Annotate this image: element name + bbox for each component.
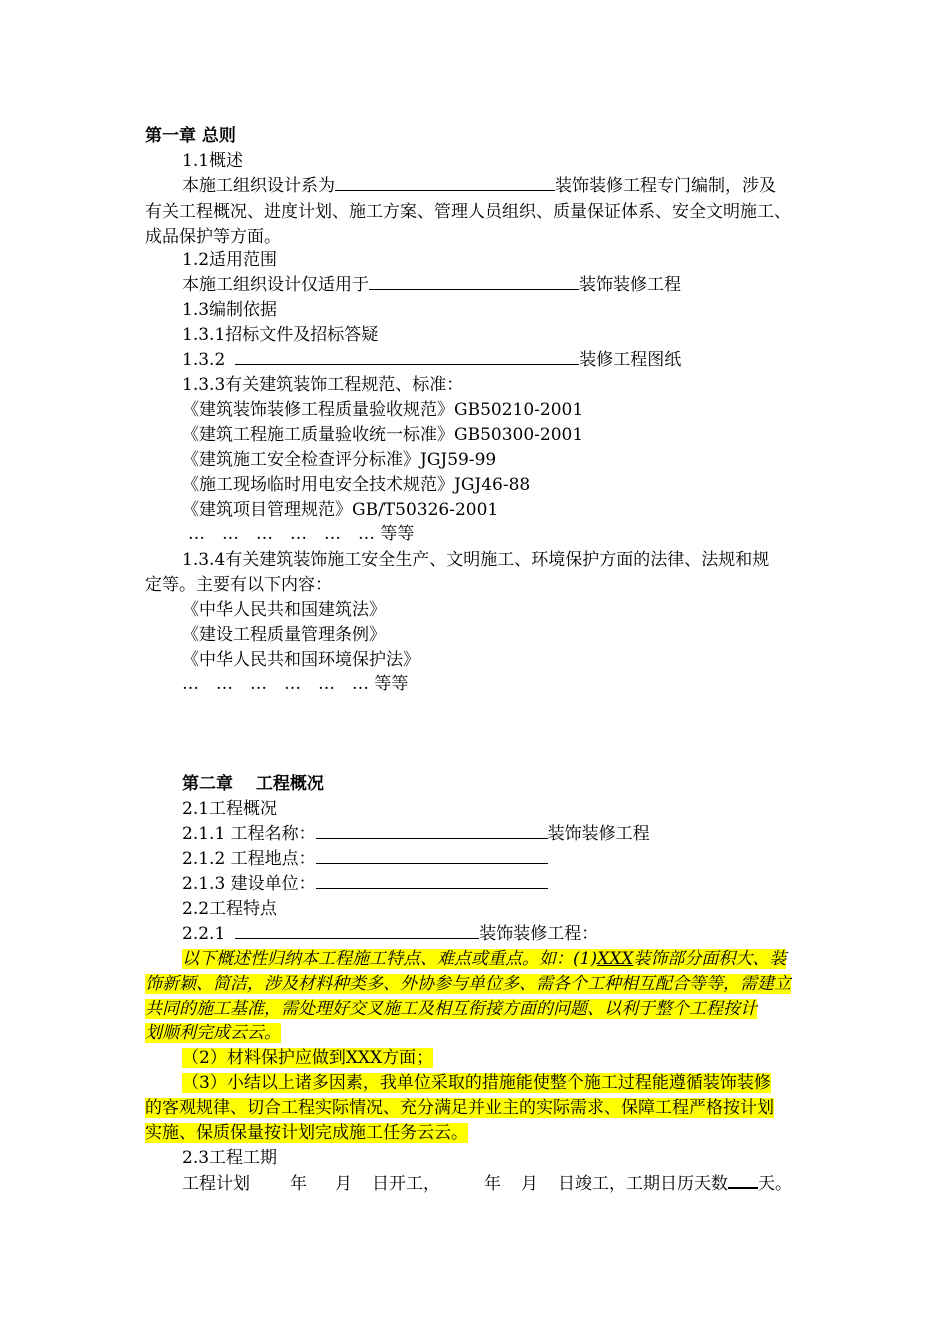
etcetera-2: … … … … … … 等等: [182, 674, 409, 694]
section-1-2: 1.2适用范围: [182, 250, 278, 270]
etcetera-1: … … … … … … 等等: [188, 524, 415, 544]
blank-line: [316, 847, 548, 864]
blank-line: [235, 348, 579, 365]
highlight-line-4: 划顺利完成云云。: [145, 1023, 281, 1043]
section-2-2: 2.2工程特点: [182, 899, 278, 919]
blank-line: [235, 922, 479, 939]
highlight-line-7: 的客观规律、切合工程实际情况、充分满足并业主的实际需求、保障工程严格按计划: [145, 1098, 774, 1118]
law-item: 《建设工程质量管理条例》: [182, 625, 386, 645]
law-item: 《中华人民共和国环境保护法》: [182, 650, 420, 670]
standard-item: 《建筑工程施工质量验收统一标准》GB50300-2001: [182, 425, 584, 445]
section-1-3-3: 1.3.3有关建筑装饰工程规范、标准：: [182, 375, 464, 395]
blank-line: [369, 273, 579, 290]
standard-item: 《建筑施工安全检查评分标准》JGJ59-99: [182, 450, 497, 470]
highlight-line-8: 实施、保质保量按计划完成施工任务云云。: [145, 1123, 468, 1143]
section-2-1: 2.1工程概况: [182, 799, 278, 819]
blank-line: [316, 822, 548, 839]
section-2-2-1: 2.2.1 装饰装修工程：: [182, 924, 599, 944]
section-2-3: 2.3工程工期: [182, 1148, 278, 1168]
paragraph-1-2: 本施工组织设计仅适用于 装饰装修工程: [182, 275, 681, 295]
blank-line: [316, 872, 548, 889]
schedule-line: 工程计划 年 月 日开工， 年 月 日竣工，工期日历天数 天。: [182, 1171, 792, 1196]
chapter-1-title: 第一章 总则: [145, 126, 236, 146]
section-1-1: 1.1概述: [182, 151, 244, 171]
section-2-1-2: 2.1.2 工程地点：: [182, 847, 548, 871]
section-1-3-1: 1.3.1招标文件及招标答疑: [182, 325, 379, 345]
paragraph-1-1-line-3: 成品保护等方面。: [145, 227, 281, 247]
section-1-3: 1.3编制依据: [182, 300, 278, 320]
paragraph-1-1-line-2: 有关工程概况、进度计划、施工方案、管理人员组织、质量保证体系、安全文明施工、: [145, 202, 791, 222]
highlight-line-5: （2）材料保护应做到XXX方面；: [182, 1048, 434, 1068]
highlight-line-3: 共同的施工基准，需处理好交叉施工及相互衔接方面的问题、以利于整个工程按计: [145, 999, 757, 1019]
highlight-line-2: 饰新颖、简洁，涉及材料种类多、外协参与单位多、需各个工种相互配合等等，需建立: [145, 974, 791, 994]
standard-item: 《施工现场临时用电安全技术规范》JGJ46-88: [182, 475, 531, 495]
law-item: 《中华人民共和国建筑法》: [182, 600, 386, 620]
section-2-1-3: 2.1.3 建设单位：: [182, 872, 548, 896]
blank-line: [335, 174, 555, 191]
highlight-line-1: 以下概述性归纳本工程施工特点、难点或重点。如：(1)XXX装饰部分面积大、装: [182, 949, 787, 969]
section-2-1-1: 2.1.1 工程名称： 装饰装修工程: [182, 824, 650, 844]
section-1-3-4-line-2: 定等。主要有以下内容：: [145, 575, 332, 595]
standard-item: 《建筑项目管理规范》GB/T50326-2001: [182, 500, 499, 520]
section-1-3-2: 1.3.2 装修工程图纸: [182, 350, 682, 370]
blank-line: [728, 1171, 758, 1189]
standard-item: 《建筑装饰装修工程质量验收规范》GB50210-2001: [182, 400, 584, 420]
chapter-2-title: 第二章 工程概况: [182, 774, 324, 794]
paragraph-1-1-line-1: 本施工组织设计系为 装饰装修工程专门编制，涉及: [182, 176, 776, 196]
highlight-line-6: （3）小结以上诸多因素，我单位采取的措施能使整个施工过程能遵循装饰装修: [182, 1073, 771, 1093]
section-1-3-4-line-1: 1.3.4有关建筑装饰施工安全生产、文明施工、环境保护方面的法律、法规和规: [182, 550, 770, 570]
